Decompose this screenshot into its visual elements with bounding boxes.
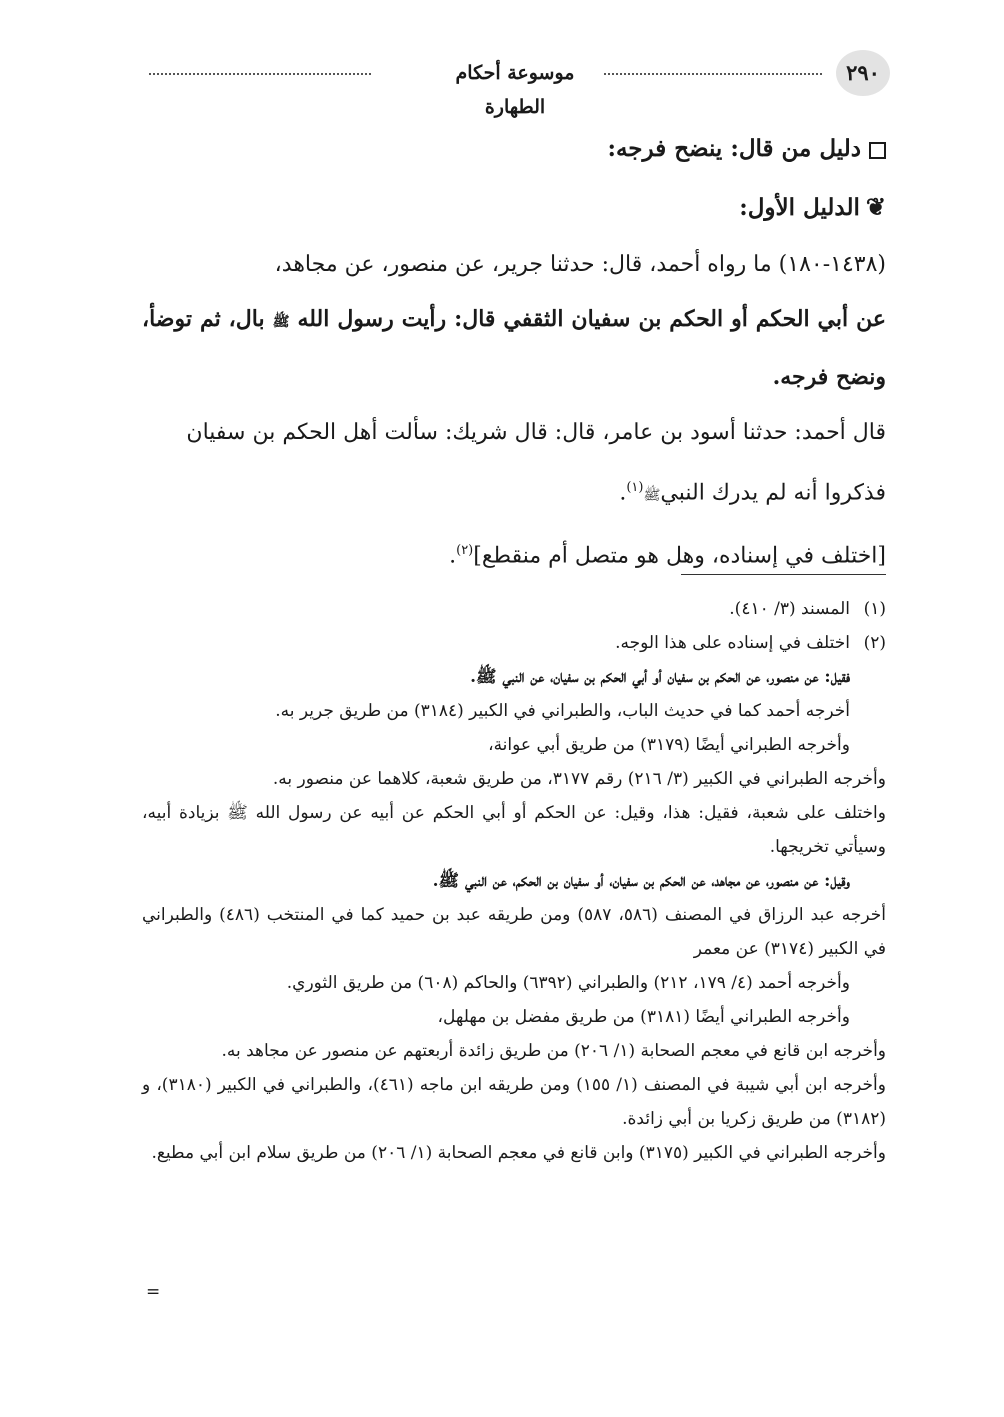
section-heading: دليل من قال: ينضح فرجه:	[142, 120, 886, 178]
header-dotted-rule-right	[604, 73, 822, 75]
ahmad-statement-line2: فذكروا أنه لم يدرك النبيﷺ$^{(١)}$.	[619, 480, 886, 506]
continuation-mark: =	[146, 1282, 161, 1302]
footnote-ref-2: (٢)	[456, 543, 474, 559]
square-bullet-icon	[869, 142, 886, 159]
footnote-line: فقيل: عن منصور، عن الحكم بن سفيان أو أبي الحكم بن سفيان، عن النبي ﷺ.	[470, 667, 850, 687]
footnote-line: وأخرجه الطبراني أيضًا (٣١٨١) من طريق مفضل بن مهلهل،	[437, 1007, 850, 1027]
footnote-2: (٢)اختلف في إسناده على هذا الوجه.	[615, 633, 886, 653]
footnote-line: أخرجه عبد الرزاق في المصنف (٥٨٦، ٥٨٧) ومن طريقه عبد بن حميد كما في المنتخب (٤٨٦) والطبراني في الكبير (٣١٧٤) عن معمر	[142, 905, 886, 959]
book-title: موسوعة أحكام الطهارة	[455, 62, 575, 118]
footnote-line: أخرجه أحمد كما في حديث الباب، والطبراني في الكبير (٣١٨٤) من طريق جرير به.	[275, 701, 850, 721]
footnote-line: وأخرجه الطبراني في الكبير (٣/ ٢١٦) رقم ٣١٧٧، من طريق شعبة، كلاهما عن منصور به.	[272, 769, 886, 789]
salla-honorific: ﷺ	[643, 487, 661, 504]
footnotes	[142, 592, 886, 1170]
hadith-text: عن أبي الحكم أو الحكم بن سفيان الثقفي قال: رأيت رسول الله ﷺ بال، ثم توضأ، ونضح فرجه.	[142, 306, 886, 390]
footnote-ref-1: (١)	[626, 480, 644, 495]
footnote-line: واختلف على شعبة، فقيل: هذا، وقيل: عن الحكم أو أبي الحكم عن أبيه عن رسول الله ﷺ بزيادة أبيه، وسيأتي تخريجها.	[142, 803, 886, 857]
page-header	[145, 42, 890, 118]
footnote-line: وقيل: عن منصور، عن مجاهد، عن الحكم بن سفيان، أو سفيان بن الحكم، عن النبي ﷺ.	[432, 871, 850, 891]
leaf-ornament-icon: ❦	[865, 192, 886, 221]
page-number: ٢٩٠	[836, 50, 890, 96]
footnote-line: وأخرجه ابن أبي شيبة في المصنف (١/ ١٥٥) ومن طريقه ابن ماجه (٤٦١)، والطبراني في الكبير (٣١٨٠)، و (٣١٨٢) من طريق زكريا بن أبي زائدة.	[142, 1075, 886, 1129]
footnote-line: وأخرجه ابن قانع في معجم الصحابة (١/ ٢٠٦) من طريق زائدة أربعتهم عن منصور عن مجاهد به.	[221, 1041, 886, 1061]
footnote-line: وأخرجه الطبراني أيضًا (٣١٧٩) من طريق أبي عوانة،	[488, 735, 850, 755]
salla-honorific: ﷺ	[272, 314, 290, 330]
hadith-intro: (١٤٣٨-١٨٠) ما رواه أحمد، قال: حدثنا جرير، عن منصور، عن مجاهد،	[274, 252, 886, 277]
footnote-1: (١)المسند (٣/ ٤١٠).	[729, 599, 886, 619]
footnote-separator	[681, 574, 886, 575]
footnote-line: وأخرجه الطبراني في الكبير (٣١٧٥) وابن قانع في معجم الصحابة (١/ ٢٠٦) من طريق سلام ابن أبي مطيع.	[151, 1143, 886, 1163]
evidence-heading: ❦الدليل الأول:	[739, 192, 886, 221]
header-dotted-rule-left	[149, 73, 371, 75]
main-text	[142, 120, 886, 584]
ikhtilaf-line: [اختلف في إسناده، وهل هو متصل أم منقطع]$^{(٢)}$.	[449, 543, 886, 569]
ahmad-statement-line1: قال أحمد: حدثنا أسود بن عامر، قال: قال شريك: سألت أهل الحكم بن سفيان	[186, 420, 886, 445]
footnote-line: وأخرجه أحمد (٤/ ١٧٩، ٢١٢) والطبراني (٦٣٩٢) والحاكم (٦٠٨) من طريق الثوري.	[286, 973, 850, 993]
